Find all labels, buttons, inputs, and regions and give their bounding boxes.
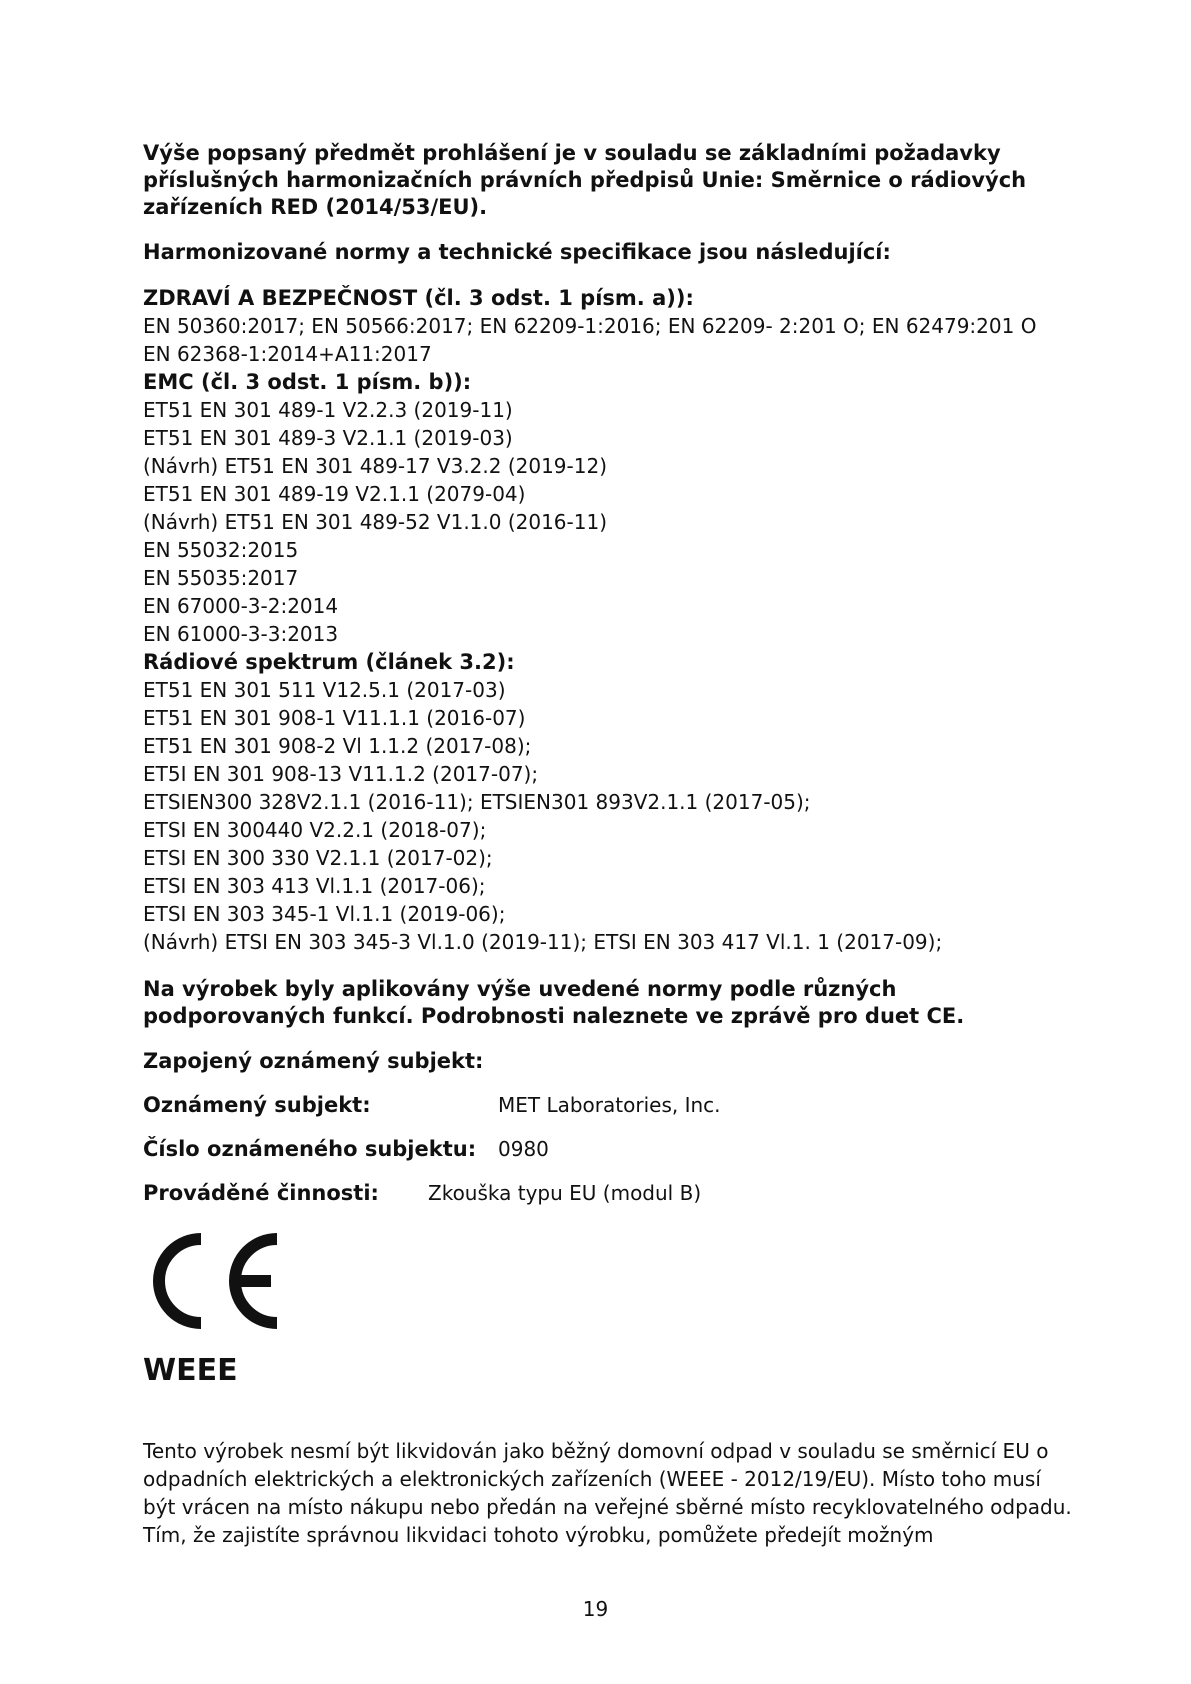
applied-standards-note: Na výrobek byly aplikovány výše uvedené normy podle různých podporovaných funkcí. Podrobnosti naleznete ve zprávě pro duet CE. — [143, 977, 965, 1028]
norm-line: ET51 EN 301 489-3 V2.1.1 (2019-03) — [143, 426, 513, 450]
page-number: 19 — [582, 1597, 609, 1621]
norm-line: EN 55032:2015 — [143, 538, 299, 562]
conformity-statement: Výše popsaný předmět prohlášení je v souladu se základními požadavky příslušných harmonizačních právních předpisů Unie: Směrnice o rádiových zařízeních RED (2014/53/EU). — [143, 141, 1027, 219]
notified-body-label: Oznámený subjekt: — [143, 1093, 371, 1117]
notified-body-value: MET Laboratories, Inc. — [498, 1093, 721, 1117]
norm-line: ETSIEN300 328V2.1.1 (2016-11); ETSIEN301 893V2.1.1 (2017-05); — [143, 790, 811, 814]
norms-list — [143, 284, 1073, 956]
norm-line: (Návrh) ETSI EN 303 345-3 Vl.1.0 (2019-11); ETSI EN 303 417 Vl.1. 1 (2017-09); — [143, 930, 943, 954]
activities-label: Prováděné činnosti: — [143, 1181, 379, 1205]
health-safety-title: ZDRAVÍ A BEZPEČNOST (čl. 3 odst. 1 písm. a)): — [143, 286, 694, 310]
notified-body-row — [143, 1092, 1073, 1119]
norm-line: EN 61000-3-3:2013 — [143, 622, 339, 646]
weee-title: WEEE — [143, 1353, 238, 1388]
radio-spectrum-title: Rádiové spektrum (článek 3.2): — [143, 650, 515, 674]
notified-body-number-row — [143, 1136, 1073, 1163]
notified-body-heading: Zapojený oznámený subjekt: — [143, 1049, 484, 1073]
activities-row — [143, 1180, 1073, 1207]
norm-line: (Návrh) ET51 EN 301 489-52 V1.1.0 (2016-11) — [143, 510, 608, 534]
norm-line: ET51 EN 301 489-1 V2.2.3 (2019-11) — [143, 398, 513, 422]
norm-line: EN 55035:2017 — [143, 566, 299, 590]
notified-body-number-value: 0980 — [498, 1137, 549, 1161]
norm-line: ET51 EN 301 511 V12.5.1 (2017-03) — [143, 678, 506, 702]
norm-line: EN 50360:2017; EN 50566:2017; EN 62209-1:2016; EN 62209- 2:201 O; EN 62479:201 O — [143, 314, 1037, 338]
norm-line: ET5I EN 301 908-13 V11.1.2 (2017-07); — [143, 762, 539, 786]
activities-value: Zkouška typu EU (modul B) — [428, 1181, 702, 1205]
norm-line: (Návrh) ET51 EN 301 489-17 V3.2.2 (2019-12) — [143, 454, 608, 478]
weee-paragraph: Tento výrobek nesmí být likvidován jako běžný domovní odpad v souladu se směrnicí EU o odpadních elektrických a elektronických zařízeních (WEEE - 2012/19/EU). Místo toho musí být vrácen na místo nákupu nebo předán na veřejné sběrné místo recyklovatelného odpadu. Tím, že zajistíte správnou likvidaci tohoto výrobku, pomůžete předejít možným — [143, 1439, 1072, 1547]
norm-line: ETSI EN 303 345-1 Vl.1.1 (2019-06); — [143, 902, 506, 926]
emc-title: EMC (čl. 3 odst. 1 písm. b)): — [143, 370, 472, 394]
ce-mark-icon — [143, 1229, 283, 1333]
norm-line: EN 62368-1:2014+A11:2017 — [143, 342, 432, 366]
norm-line: EN 67000-3-2:2014 — [143, 594, 339, 618]
document-page — [143, 140, 1073, 1549]
norm-line: ET51 EN 301 908-1 V11.1.1 (2016-07) — [143, 706, 526, 730]
norm-line: ETSI EN 303 413 Vl.1.1 (2017-06); — [143, 874, 486, 898]
notified-body-number-label: Číslo oznámeného subjektu: — [143, 1137, 477, 1161]
norm-line: ET51 EN 301 908-2 Vl 1.1.2 (2017-08); — [143, 734, 532, 758]
norm-line: ETSI EN 300440 V2.2.1 (2018-07); — [143, 818, 487, 842]
norm-line: ETSI EN 300 330 V2.1.1 (2017-02); — [143, 846, 493, 870]
norms-heading: Harmonizované normy a technické specifikace jsou následující: — [143, 240, 891, 264]
norm-line: ET51 EN 301 489-19 V2.1.1 (2079-04) — [143, 482, 526, 506]
